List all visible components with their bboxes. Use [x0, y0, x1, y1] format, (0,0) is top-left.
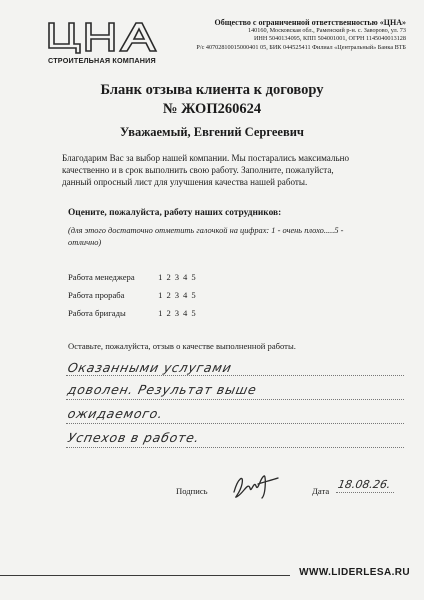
review-field[interactable]	[66, 352, 406, 462]
rating-option[interactable]: 2	[166, 308, 171, 318]
company-address: 140160, Московская обл., Раменский р-н. с. Заворово, ул. 73	[247, 27, 406, 34]
review-line-rule	[66, 399, 404, 400]
rating-row-label: Работа менеджера	[68, 272, 135, 282]
intro-line: данный опросный лист для улучшения качества нашей работы.	[62, 177, 308, 187]
rating-option[interactable]: 5	[191, 272, 196, 282]
date-handwritten[interactable]: 18.08.26.	[336, 478, 392, 491]
logo-mark-icon	[46, 20, 158, 54]
rating-row-manager	[68, 272, 200, 282]
rating-option[interactable]: 3	[174, 272, 180, 282]
review-handwritten-line: Оказанными услугами	[66, 360, 234, 375]
rating-scale	[158, 290, 199, 300]
rating-option[interactable]: 1	[158, 308, 163, 318]
rating-row-foreman	[68, 290, 200, 300]
rating-option[interactable]: 3	[174, 290, 180, 300]
rating-option[interactable]: 1	[158, 272, 163, 282]
company-logo	[42, 16, 160, 68]
review-line-rule	[66, 447, 404, 448]
review-line-rule	[66, 375, 404, 376]
date-label: Дата	[312, 486, 330, 496]
rating-option[interactable]: 5	[191, 290, 196, 300]
footer-divider	[0, 575, 290, 576]
review-handwritten-line: Успехов в работе.	[66, 430, 202, 445]
rating-option[interactable]: 5	[191, 308, 196, 318]
rating-option[interactable]: 2	[166, 272, 171, 282]
rating-note	[68, 225, 388, 249]
footer-url: WWW.LIDERLESA.RU	[299, 567, 410, 578]
company-bank: Р/с 40702810015000401 05, БИК 044525411 Филиал «Центральный» Банка ВТБ	[196, 43, 406, 51]
rating-row-label: Работа прораба	[68, 290, 125, 300]
rating-option[interactable]: 4	[183, 272, 188, 282]
rating-option[interactable]: 1	[158, 290, 163, 300]
intro-text	[62, 152, 382, 188]
rating-option[interactable]: 4	[183, 290, 188, 300]
rating-option[interactable]: 2	[166, 290, 171, 300]
company-name: Общество с ограниченной ответственностью «ЦНА»	[214, 18, 406, 27]
review-prompt: Оставьте, пожалуйста, отзыв о качестве выполненной работы.	[68, 341, 296, 351]
signature-label: Подпись	[176, 486, 208, 496]
greeting: Уважаемый, Евгений Сергеевич	[120, 125, 304, 139]
date-line-rule	[336, 492, 394, 493]
rating-note-line: отлично)	[68, 238, 102, 247]
rating-row-label: Работа бригады	[68, 308, 126, 318]
rating-heading: Оцените, пожалуйста, работу наших сотрудников:	[68, 208, 282, 218]
rating-scale	[158, 308, 199, 318]
rating-note-line: (для этого достаточно отметить галочкой на цифрах: 1 - очень плохо.....5 -	[68, 226, 344, 235]
rating-scale	[158, 272, 199, 282]
company-ids: ИНН 5040134095, КПП 504001001, ОГРН 1145040013128	[253, 35, 406, 43]
rating-option[interactable]: 3	[174, 308, 180, 318]
intro-line: качественно и в срок выполнить свою работу. Заполните, пожалуйста,	[62, 165, 334, 175]
company-details	[186, 18, 406, 52]
signature-mark	[228, 470, 282, 504]
logo-subtitle: СТРОИТЕЛЬНАЯ КОМПАНИЯ	[48, 56, 156, 65]
intro-line: Благодарим Вас за выбор нашей компании. Мы постарались максимально	[62, 153, 350, 163]
rating-row-crew	[68, 308, 200, 318]
review-handwritten-line: доволен. Результат выше	[66, 382, 259, 397]
rating-option[interactable]: 4	[183, 308, 188, 318]
review-handwritten-line: ожидаемого.	[66, 406, 165, 421]
form-title: Бланк отзыва клиента к договору	[100, 82, 324, 98]
footer	[0, 566, 424, 584]
contract-number: № ЖОП260624	[162, 101, 262, 117]
review-line-rule	[66, 423, 404, 424]
